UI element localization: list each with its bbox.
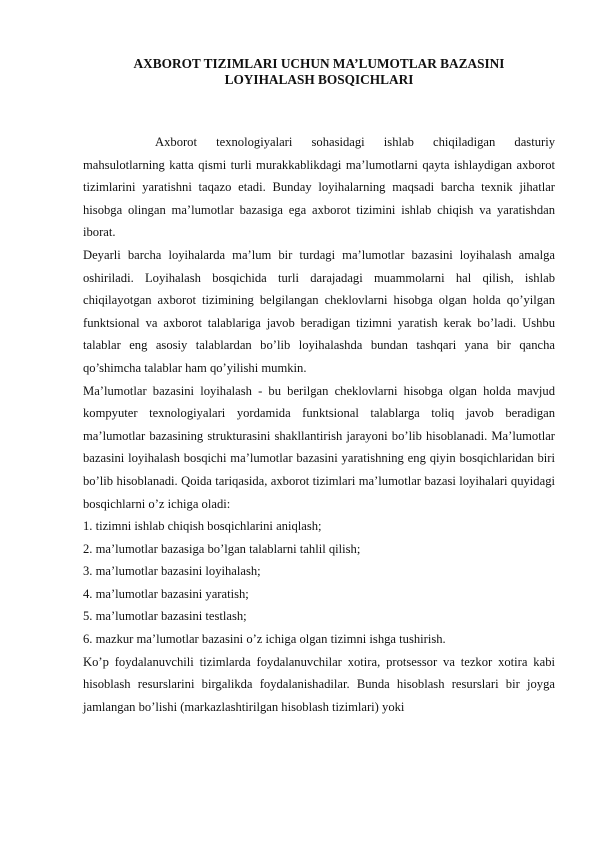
list-item: 2. ma’lumotlar bazasiga bo’lgan talablarni tahlil qilish; xyxy=(83,541,361,556)
paragraph-intro: Axborot texnologiyalari sohasidagi ishlab chiqiladigan dasturiy mahsulotlarning katta qismi turli murakkablikdagi ma’lumotlarni qayta ishlaydigan axborot tizimlarini yaratishni taqazo etadi. Bunday loyihalarning maqsadi barcha texnik jihatlar hisobga olingan ma’lumotlar bazasiga ega axborot tizimini ishlab chiqish va yaratishdan iborat. xyxy=(83,135,555,240)
list-item: 3. ma’lumotlar bazasini loyihalash; xyxy=(83,564,261,579)
title-line-1: AXBOROT TIZIMLARI UCHUN MA’LUMOTLAR BAZASINI xyxy=(133,56,505,71)
paragraph-multiuser: Ko’p foydalanuvchili tizimlarda foydalanuvchilar xotira, protsessor va tezkor xotira kabi hisoblash resurslarini birgalikda foydalanishadilar. Bunda hisoblash resurslari bir joyga jamlangan bo’lishi (markazlashtirilgan hisoblash tizimlari) yoki xyxy=(83,654,555,714)
paragraph-database-design: Ma’lumotlar bazasini loyihalash - bu berilgan cheklovlarni hisobga olgan holda mavjud kompyuter texnologiyalari yordamida funktsional talablarga toliq javob beradigan ma’lumotlar bazasining strukturasini shakllantirish jarayoni bo’lib hisoblanadi. Ma’lumotlar bazasini loyihalash bosqichi ma’lumotlar bazasini yaratishning eng qiyin bosqichlaridan biri bo’lib hisoblanadi. Qoida tariqasida, axborot tizimlari ma’lumotlar bazasi loyihalari quyidagi bosqichlarni o’z ichiga oladi: xyxy=(83,383,555,511)
list-item: 5. ma’lumotlar bazasini testlash; xyxy=(83,609,247,624)
document-page xyxy=(83,56,555,718)
document-body xyxy=(83,131,555,718)
list-item: 1. tizimni ishlab chiqish bosqichlarini aniqlash; xyxy=(83,519,322,534)
design-steps-list xyxy=(83,515,555,651)
document-title xyxy=(83,56,555,88)
paragraph-design-overview: Deyarli barcha loyihalarda ma’lum bir turdagi ma’lumotlar bazasini loyihalash amalga oshiriladi. Loyihalash bosqichida turli darajadagi muammolarni hal qilish, ishlab chiqilayotgan axborot tizimining belgilangan cheklovlarni hisobga olgan holda qo’yilgan funktsional va axborot talablariga javob beradigan tizimni yaratish kerak bo’ladi. Ushbu talablar eng asosiy talablardan bo’lib loyihalashda bundan tashqari yana bir qancha qo’shimcha talablar ham qo’yilishi mumkin. xyxy=(83,247,555,375)
list-item: 6. mazkur ma’lumotlar bazasini o’z ichiga olgan tizimni ishga tushirish. xyxy=(83,632,446,647)
list-item: 4. ma’lumotlar bazasini yaratish; xyxy=(83,586,249,601)
title-line-2: LOYIHALASH BOSQICHLARI xyxy=(224,72,414,87)
